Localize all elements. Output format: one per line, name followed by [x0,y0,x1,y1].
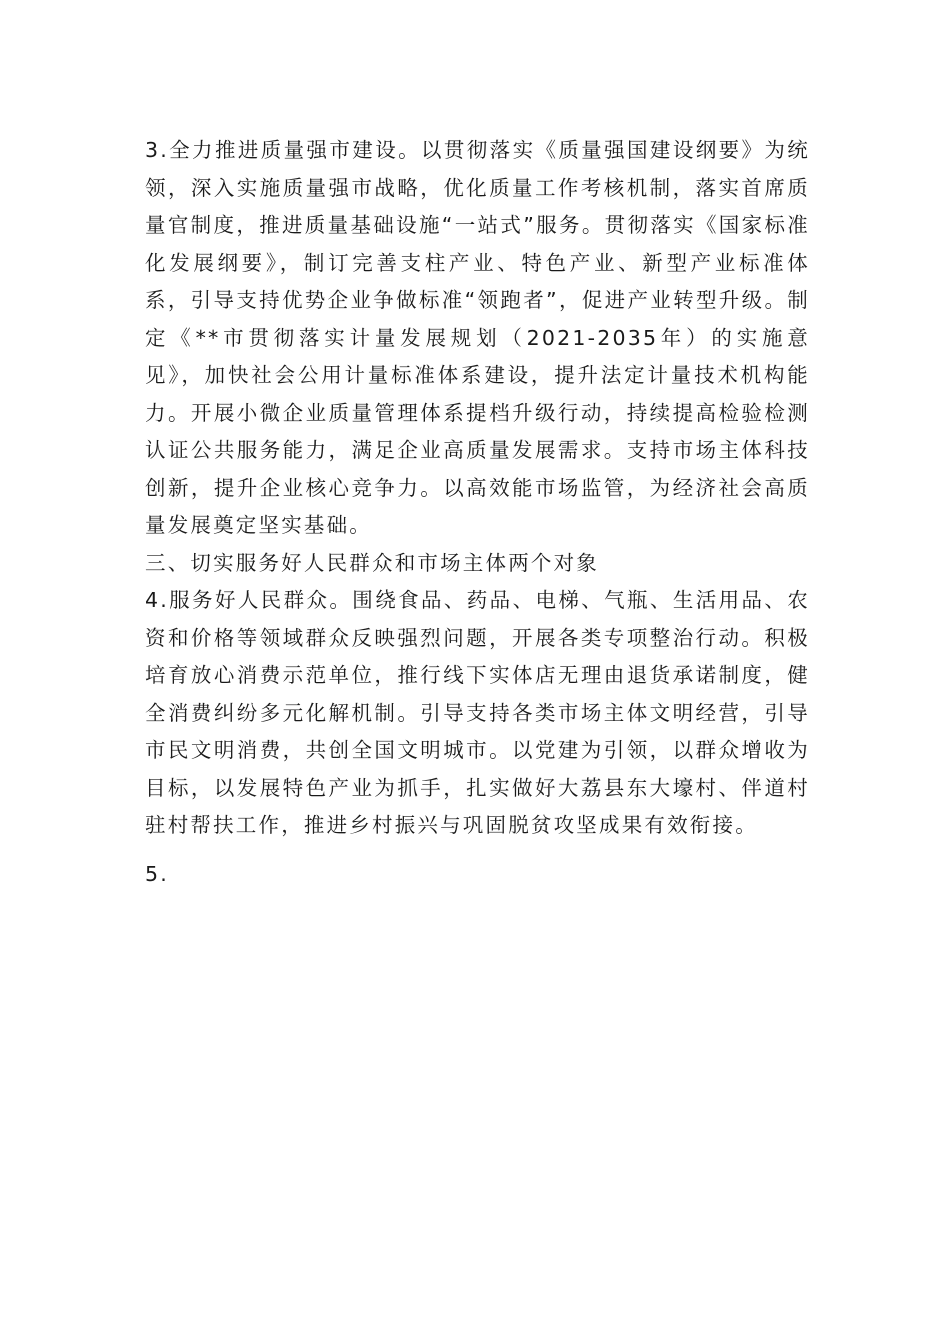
paragraph-serve-people: 4.服务好人民群众。围绕食品、药品、电梯、气瓶、生活用品、农资和价格等领域群众反映强烈问题，开展各类专项整治行动。积极培育放心消费示范单位，推行线下实体店无理由退货承诺制度，健全消费纠纷多元化解机制。引导支持各类市场主体文明经营，引导市民文明消费，共创全国文明城市。以党建为引领，以群众增收为目标，以发展特色产业为抓手，扎实做好大荔县东大壕村、伴道村驻村帮扶工作，推进乡村振兴与巩固脱贫攻坚成果有效衔接。 [145,588,810,837]
paragraph-quality-city: 3.全力推进质量强市建设。以贯彻落实《质量强国建设纲要》为统领，深入实施质量强市战略，优化质量工作考核机制，落实首席质量官制度，推进质量基础设施“一站式”服务。贯彻落实《国家标准化发展纲要》，制订完善支柱产业、特色产业、新型产业标准体系，引导支持优势企业争做标准“领跑者”，促进产业转型升级。制定《**市贯彻落实计量发展规划（2021-2035年）的实施意见》，加快社会公用计量标准体系建设，提升法定计量技术机构能力。开展小微企业质量管理体系提档升级行动，持续提高检验检测认证公共服务能力，满足企业高质量发展需求。支持市场主体科技创新，提升企业核心竞争力。以高效能市场监管，为经济社会高质量发展奠定坚实基础。 [145,138,810,537]
paragraph-five-start: 5. [145,861,169,886]
section-heading-serve-people: 三、切实服务好人民群众和市场主体两个对象 [145,550,599,575]
document-body [145,132,810,893]
